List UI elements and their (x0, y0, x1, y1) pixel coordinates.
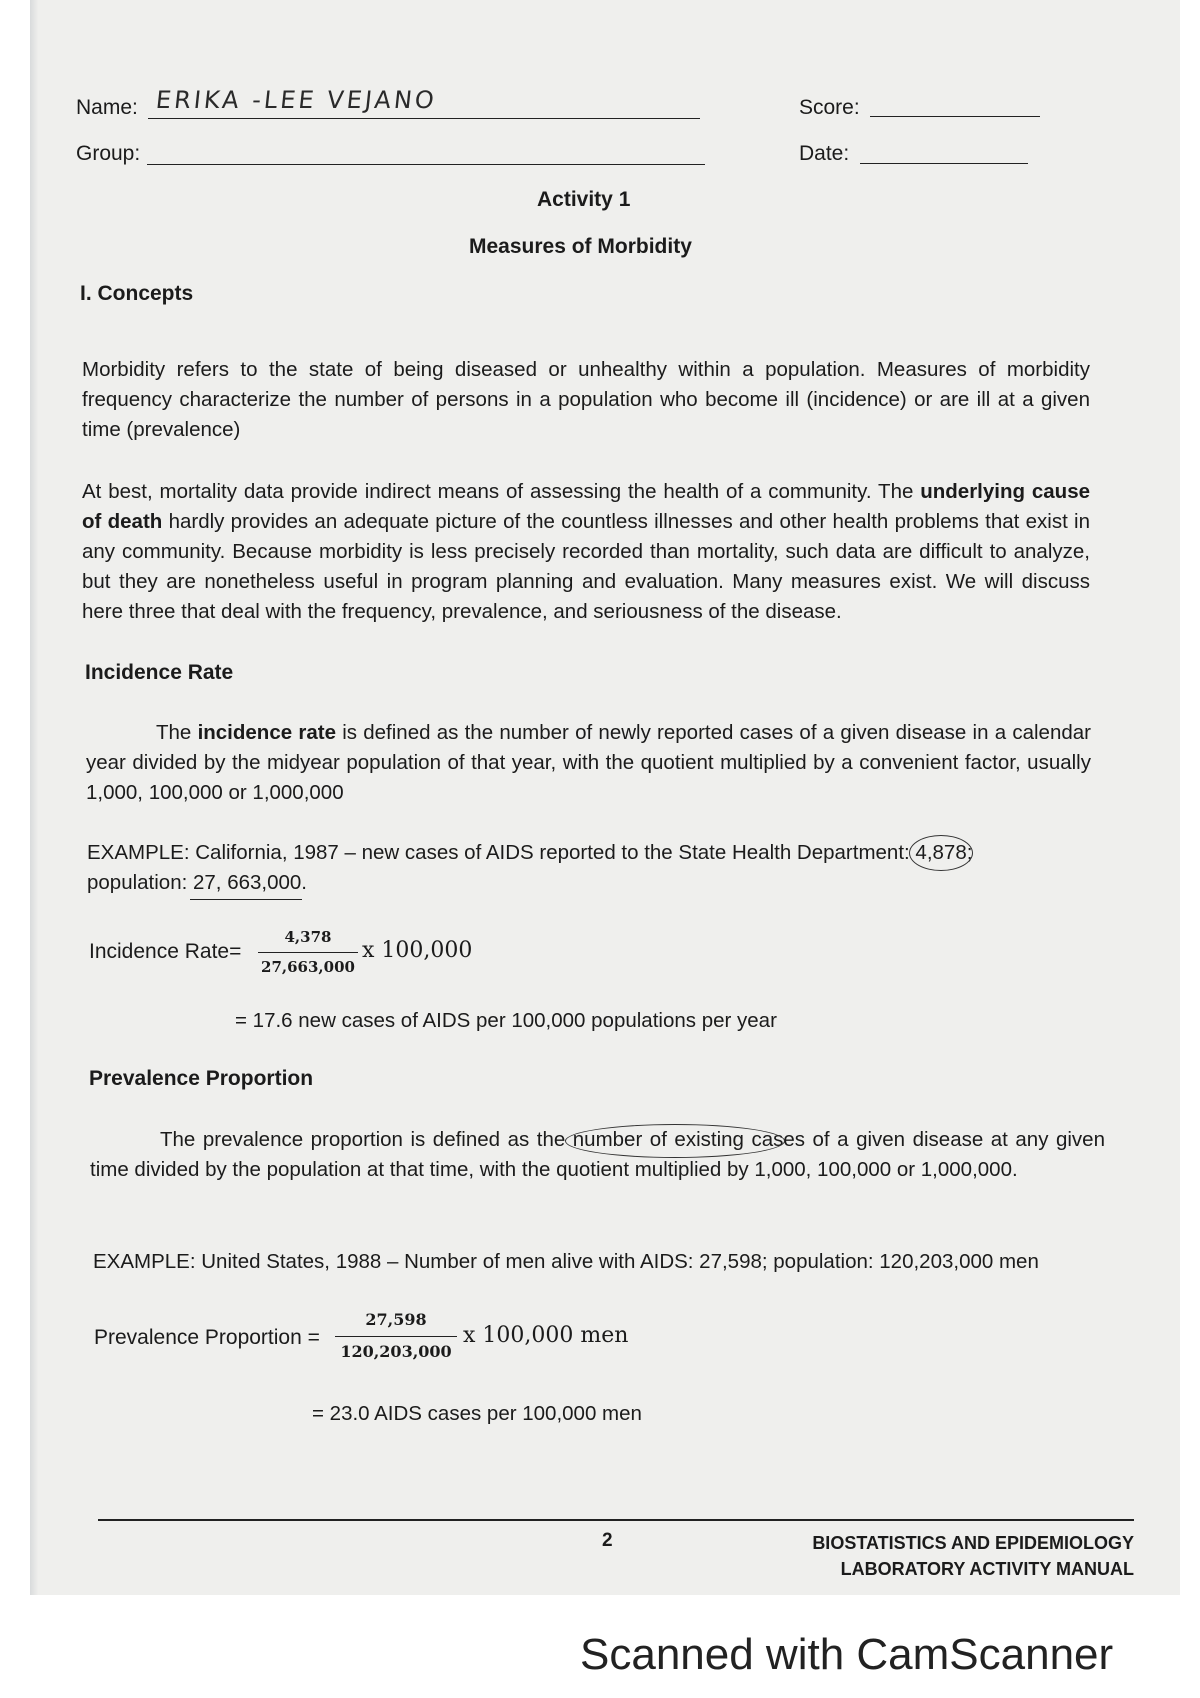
page-number: 2 (602, 1530, 613, 1551)
prevalence-multiplier: x 100,000 men (463, 1323, 629, 1348)
footer-line-2: LABORATORY ACTIVITY MANUAL (840, 1559, 1134, 1579)
score-label: Score: (799, 96, 860, 119)
prevalence-result: = 23.0 AIDS cases per 100,000 men (312, 1402, 642, 1425)
incidence-denominator: 27,663,000 (261, 958, 355, 976)
incidence-heading: Incidence Rate (85, 661, 234, 684)
prevalence-denominator: 120,203,000 (340, 1342, 452, 1361)
section-heading: I. Concepts (80, 282, 194, 305)
incidence-fraction-bar (258, 952, 358, 953)
footer-line-1: BIOSTATISTICS AND EPIDEMIOLOGY (812, 1533, 1134, 1553)
paragraph-mortality: At best, mortality data provide indirect means of assessing the health of a community. The underlying cause of death hardly provides an adequate picture of the countless illnesses and other health problems that exist in any community. Because morbidity is less precisely recorded than mortality, such data are difficult to analyze, but they are nonetheless useful in program planning and evaluation. Many measures exist. We will discuss here three that deal with the frequency, prevalence, and seriousness of the disease. (82, 480, 1091, 623)
group-label: Group: (76, 142, 141, 165)
prevalence-fraction-bar (335, 1336, 457, 1337)
handdrawn-circle (909, 835, 973, 871)
footer-manual-title (760, 1530, 1134, 1582)
group-line (147, 164, 705, 165)
incidence-multiplier: x 100,000 (362, 938, 473, 963)
name-label: Name: (76, 96, 138, 119)
prevalence-numerator: 27,598 (365, 1310, 427, 1329)
name-handwritten-value: ERIKA -LEE VEJANO (154, 86, 439, 114)
prevalence-definition: The prevalence proportion is defined as the number of existing cases of a given disease at any given time divided by the population at that time, with the quotient multiplied by 1,000, 100,000 or 1,000,000. (90, 1125, 1105, 1185)
paragraph-morbidity: Morbidity refers to the state of being diseased or unhealthy within a population. Measures of morbidity frequency characterize the number of persons in a population who become ill (incidence) or are ill at a given time (prevalence) (82, 358, 1090, 441)
prevalence-heading: Prevalence Proportion (89, 1067, 314, 1090)
incidence-numerator: 4,378 (284, 928, 332, 946)
footer-rule (98, 1519, 1134, 1521)
prevalence-example: EXAMPLE: United States, 1988 – Number of men alive with AIDS: 27,598; population: 120,203,000 men (93, 1250, 1039, 1273)
score-line (870, 116, 1040, 117)
incidence-example: EXAMPLE: California, 1987 – new cases of AIDS reported to the State Health Department: 4,878; population: 27, 663,000. (87, 838, 1092, 898)
incidence-definition: The incidence rate is defined as the number of newly reported cases of a given disease in a calendar year divided by the midyear population of that year, with the quotient multiplied by a convenient factor, usually 1,000, 100,000 or 1,000,000 (86, 721, 1091, 804)
scanner-watermark: Scanned with CamScanner (580, 1630, 1114, 1679)
handdrawn-underline (190, 899, 302, 900)
date-label: Date: (799, 142, 850, 165)
handdrawn-oval (565, 1124, 785, 1158)
prevalence-formula-label: Prevalence Proportion = (94, 1326, 320, 1349)
name-line (148, 118, 700, 119)
page-edge (30, 0, 38, 1595)
date-line (860, 163, 1028, 164)
incidence-formula-label: Incidence Rate= (89, 940, 242, 963)
incidence-result: = 17.6 new cases of AIDS per 100,000 populations per year (235, 1009, 777, 1032)
